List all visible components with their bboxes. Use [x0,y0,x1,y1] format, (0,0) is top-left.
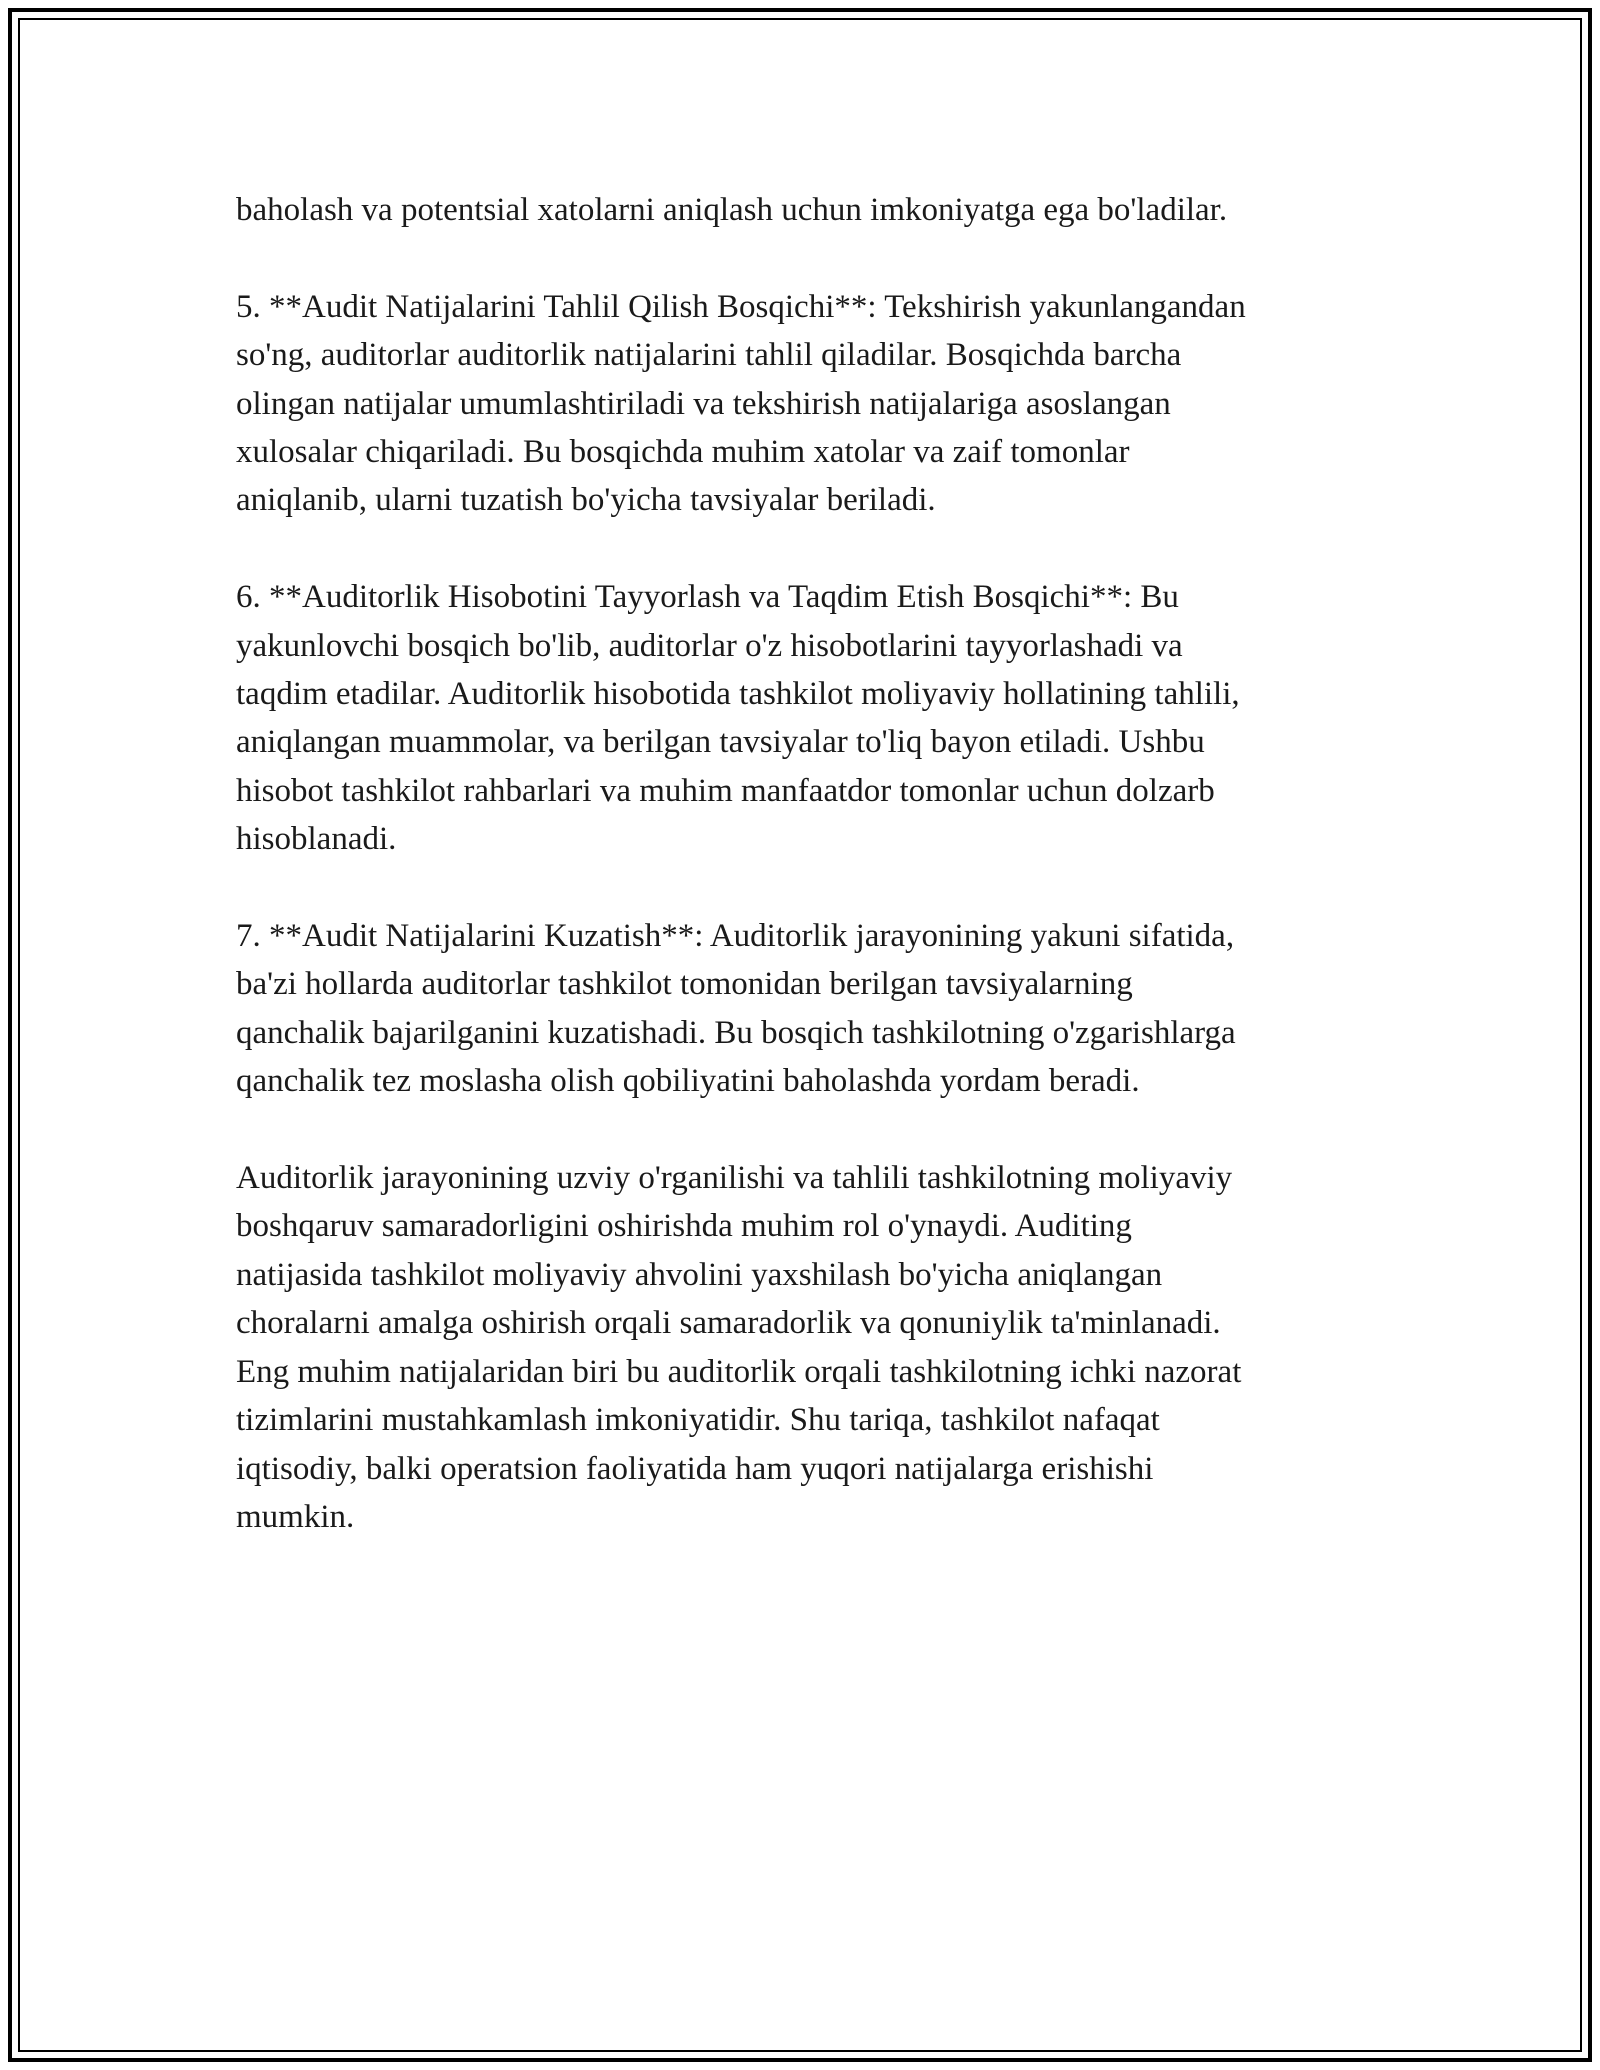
paragraph-conclusion: Auditorlik jarayonining uzviy o'rganilishi va tahlili tashkilotning moliyaviy boshqaruv samaradorligini oshirishda muhim rol o'ynaydi. Auditing natijasida tashkilot moliyaviy ahvolini yaxshilash bo'yicha aniqlangan choralarni amalga oshirish orqali samaradorlik va qonuniylik ta'minlanadi. Eng muhim natijalaridan biri bu auditorlik orqali tashkilotning ichki nazorat tizimlarini mustahkamlash imkoniyatidir. Shu tariqa, tashkilot nafaqat iqtisodiy, balki operatsion faoliyatida ham yuqori natijalarga erishishi mumkin. [236,1160,1242,1535]
document-body [236,186,1376,1541]
paragraph-step-5: 5. **Audit Natijalarini Tahlil Qilish Bosqichi**: Tekshirish yakunlangandan so'ng, auditorlar auditorlik natijalarini tahlil qiladilar. Bosqichda barcha olingan natijalar umumlashtiriladi va tekshirish natijalariga asoslangan xulosalar chiqariladi. Bu bosqichda muhim xatolar va zaif tomonlar aniqlanib, ularni tuzatish bo'yicha tavsiyalar beriladi. [236,288,1246,519]
paragraph-step-7: 7. **Audit Natijalarini Kuzatish**: Auditorlik jarayonining yakuni sifatida, ba'zi hollarda auditorlar tashkilot tomonidan berilgan tavsiyalarning qanchalik bajarilganini kuzatishadi. Bu bosqich tashkilotning o'zgarishlarga qanchalik tez moslasha olish qobiliyatini baholashda yordam beradi. [236,918,1236,1100]
paragraph-step-6: 6. **Auditorlik Hisobotini Tayyorlash va Taqdim Etish Bosqichi**: Bu yakunlovchi bosqich bo'lib, auditorlar o'z hisobotlarini tayyorlashadi va taqdim etadilar. Auditorlik hisobotida tashkilot moliyaviy hollatining tahlili, aniqlangan muammolar, va berilgan tavsiyalar to'liq bayon etiladi. Ushbu hisobot tashkilot rahbarlari va muhim manfaatdor tomonlar uchun dolzarb hisoblanadi. [236,579,1240,858]
paragraph-continuation: baholash va potentsial xatolarni aniqlash uchun imkoniyatga ega bo'ladilar. [236,192,1228,228]
